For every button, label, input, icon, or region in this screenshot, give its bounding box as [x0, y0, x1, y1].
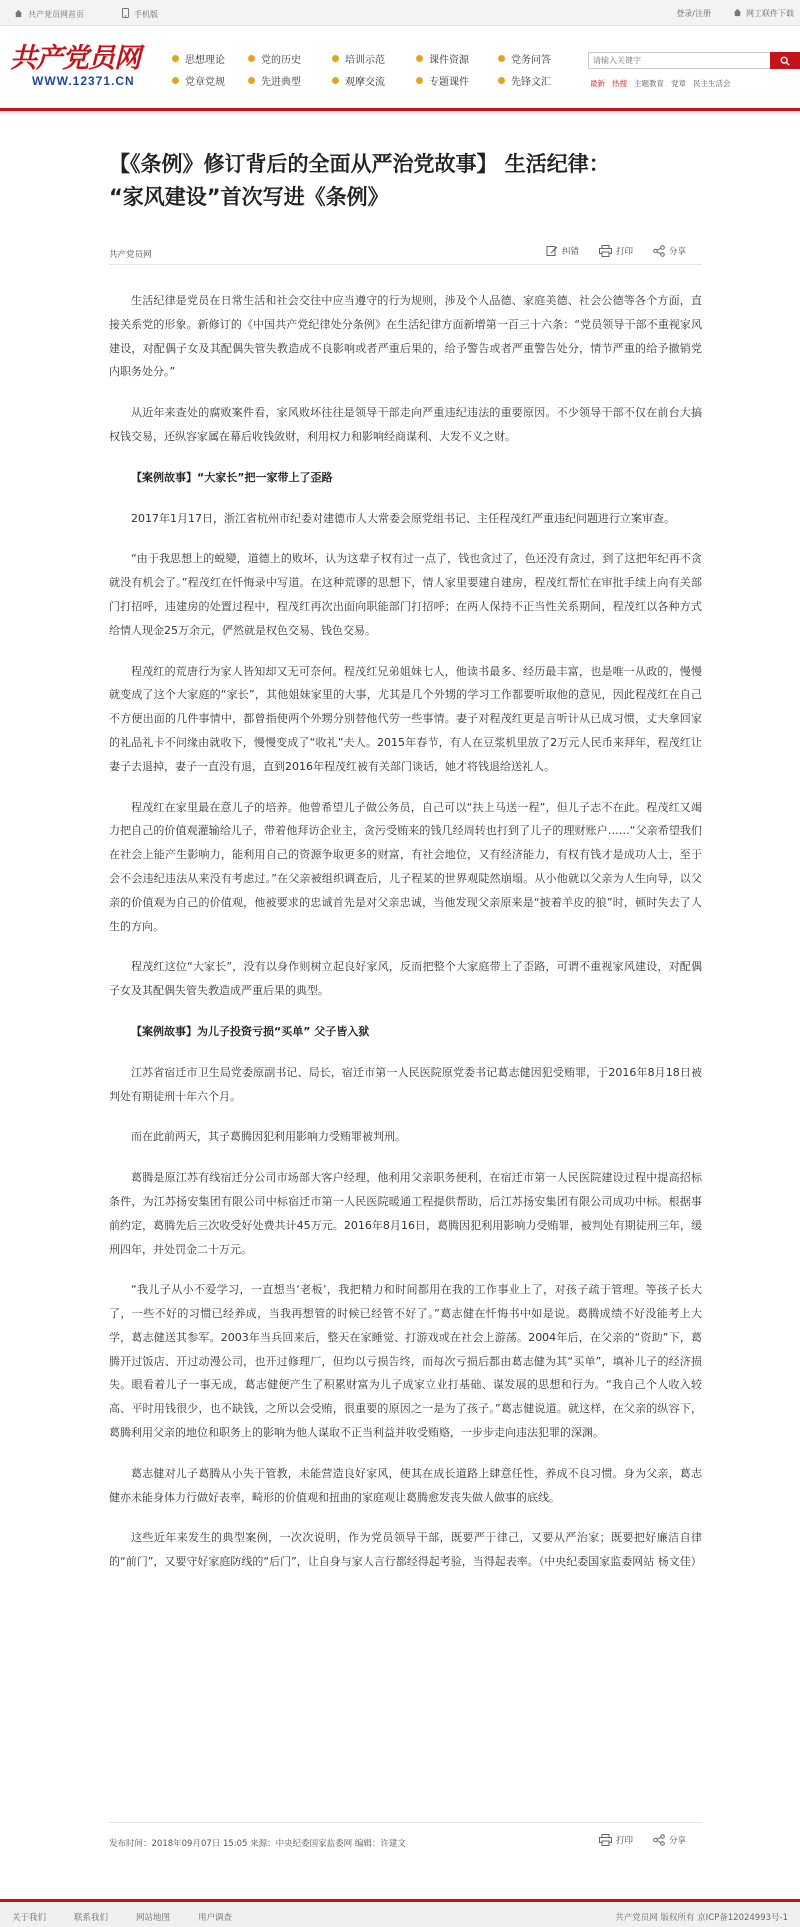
print-button[interactable]: 打印 [599, 1834, 633, 1846]
printer-icon [599, 1834, 612, 1846]
article-paragraph: 葛腾是原江苏有线宿迁分公司市场部大客户经理，他利用父亲职务便利，在宿迁市第一人民医院建设过程中提高招标条件，为江苏扬安集团有限公司中标宿迁市第一人民医院暖通工程提供帮助，后江苏扬安集团有限公司成功中标。根据事前约定，葛腾先后三次收受好处费共计45万元。2016年8月16日，葛腾因犯利用影响力受贿罪，被判处有期徒刑三年，缓刑四年，并处罚金二十万元。 [109, 1171, 702, 1256]
correct-button[interactable]: 纠错 [546, 245, 579, 257]
case-heading: 【案例故事】“大家长”把一家带上了歪路 [131, 470, 333, 484]
article-paragraph: 程茂红这位“大家长”，没有以身作则树立起良好家风，反而把整个大家庭带上了歪路，可谓不重视家风建设，对配偶子女及其配偶失管失教造成严重后果的典型。 [109, 960, 702, 998]
hotword-latest[interactable]: 最新 [590, 79, 605, 88]
nav-dot-icon [498, 55, 505, 62]
article-paragraph: 江苏省宿迁市卫生局党委原副书记、局长，宿迁市第一人民医院原党委书记葛志健因犯受贿罪，于2016年8月18日被判处有期徒刑十年六个月。 [109, 1065, 702, 1103]
search-box [588, 52, 788, 72]
printer-icon [599, 245, 612, 257]
logo-url: WWW.12371.CN [32, 74, 135, 88]
nav-dot-icon [172, 55, 179, 62]
nav-dot-icon [498, 77, 505, 84]
article-paragraph: 葛志健对儿子葛腾从小失于管教，未能营造良好家风，使其在成长道路上肆意任性，养成不良习惯。身为父亲，葛志健亦未能身体力行做好表率，畸形的价值观和扭曲的家庭观让葛腾愈发丧失做人做事的底线。 [109, 1466, 702, 1504]
site-footer [0, 1899, 800, 1927]
nav-item-qa[interactable]: 党务问答 [498, 51, 551, 66]
site-logo[interactable] [10, 44, 150, 94]
case-heading: 【案例故事】为儿子投资亏损“买单” 父子皆入狱 [131, 1024, 370, 1038]
nav-dot-icon [416, 55, 423, 62]
footer-link-contact[interactable]: 联系我们 [74, 1913, 109, 1923]
article-footer-meta [109, 1822, 702, 1856]
article-paragraph: 这些近年来发生的典型案例，一次次说明，作为党员领导干部，既要严于律己，又要从严治家；既要把好廉洁自律的“前门”，又要守好家庭防线的“后门”，让自身与家人言行都经得起考验，当得起表率。（中央纪委国家监委网站 杨文佳） [109, 1531, 702, 1569]
footer-link-survey[interactable]: 用户调查 [198, 1913, 233, 1923]
edit-icon [546, 245, 558, 257]
article-paragraph: 程茂红在家里最在意儿子的培养。他曾希望儿子做公务员，自己可以“扶上马送一程”，但儿子志不在此。程茂红又竭力把自己的价值观灌输给儿子，带着他拜访企业主，贪污受贿来的钱几经周转也打到了儿子的理财账户……“父亲希望我们在社会上能产生影响力，能利用自己的资源争取更多的财富，有社会地位，又有经济能力，有权有钱才是成功人士，至于会不会违纪违法从来没有考虑过。”在父亲被组织调查后，儿子程某的世界观陡然崩塌。从小他就以父亲为人生向导，以父亲的价值观为自己的价值观，他被要求的忠诚首先是对父亲忠诚，当他发现父亲原来是“披着羊皮的狼”时，顿时失去了人生的方向。 [109, 800, 702, 933]
nav-dot-icon [172, 77, 179, 84]
nav-item-courseware[interactable]: 课件资源 [416, 51, 469, 66]
article-title: 【《条例》修订背后的全面从严治党故事】 生活纪律： “家风建设”首次写进《条例》 [109, 152, 610, 209]
article-paragraph: “我儿子从小不爱学习，一直想当‘老板’，我把精力和时间都用在我的工作事业上了，对孩子疏于管理。等孩子长大了，一些不好的习惯已经养成，当我再想管的时候已经管不好了。”葛志健在忏悔书中如是说。葛腾成绩不好没能考上大学，葛志健送其参军。2003年当兵回来后，整天在家睡觉、打游戏或在社会上游荡。2004年后，在父亲的“资助”下，葛腾开过饭店、开过动漫公司，也开过修理厂，但均以亏损告终，而每次亏损后都由葛志健为其“买单”，填补儿子的经济损失。眼看着儿子一事无成，葛志健便产生了积累财富为儿子成家立业打基础、谋发展的思想和行为。“我自己个人收入较高、平时用钱很少，也不缺钱，之所以会受贿，很重要的原因之一是为了孩子。”葛志健说道。就这样，在父亲的纵容下，葛腾利用父亲的地位和职务上的影响为他人谋取不正当利益并收受贿赂，一步步走向违法犯罪的深渊。 [109, 1283, 702, 1440]
footer-copyright: 共产党员网 版权所有 京ICP备12024993号-1 [615, 1913, 788, 1923]
article-source: 共产党员网 [109, 250, 152, 260]
login-link[interactable]: 登录/注册 [676, 9, 711, 18]
nav-dot-icon [332, 55, 339, 62]
article-paragraph: 生活纪律是党员在日常生活和社会交往中应当遵守的行为规则，涉及个人品德、家庭美德、社会公德等各个方面，直接关系党的形象。新修订的《中国共产党纪律处分条例》在生活纪律方面新增第一百三十六条：“党员领导干部不重视家风建设，对配偶子女及其配偶失管失教造成不良影响或者严重后果的，给予警告或者严重警告处分，情节严重的给予撤销党内职务处分。” [109, 294, 702, 379]
share-icon [653, 245, 665, 257]
site-header [0, 26, 800, 108]
share-button[interactable]: 分享 [653, 245, 686, 257]
share-button[interactable]: 分享 [653, 1834, 686, 1846]
hotword-hot[interactable]: 热搜 [612, 79, 627, 88]
main-nav [172, 51, 572, 93]
mail-link[interactable]: 网工联件下载 [746, 9, 794, 18]
mail-icon[interactable] [733, 8, 742, 19]
nav-item-exchange[interactable]: 观摩交流 [332, 73, 385, 88]
article-body [109, 289, 702, 1591]
nav-dot-icon [416, 77, 423, 84]
search-button[interactable] [770, 52, 800, 69]
footer-link-sitemap[interactable]: 网站地图 [136, 1913, 171, 1923]
nav-item-special[interactable]: 专题课件 [416, 73, 469, 88]
nav-item-training[interactable]: 培训示范 [332, 51, 385, 66]
hotword-item[interactable]: 党章 [671, 79, 686, 88]
article-paragraph: 程茂红的荒唐行为家人皆知却又无可奈何。程茂红兄弟姐妹七人，他读书最多、经历最丰富，也是唯一从政的，慢慢就变成了这个大家庭的“家长”，其他姐妹家里的大事，尤其是几个外甥的学习工作都要听取他的意见，因此程茂红在自己不方便出面的几件事情中，都曾指使两个外甥分别替他代劳一些事情。妻子对程茂红更是言听计从已成习惯，丈夫拿回家的礼品礼卡不问缘由就收下，慢慢变成了“收礼”夫人。2015年春节，有人在豆浆机里放了2万元人民币来拜年，程茂红让妻子去退掉，妻子一直没有退，直到2016年程茂红被有关部门谈话，她才将钱退给送礼人。 [109, 664, 702, 773]
nav-item-models[interactable]: 先进典型 [248, 73, 301, 88]
article-paragraph: 2017年1月17日，浙江省杭州市纪委对建德市人大常委会原党组书记、主任程茂红严重违纪问题进行立案审查。 [131, 511, 675, 525]
nav-item-constitution[interactable]: 党章党规 [172, 73, 225, 88]
share-icon [653, 1834, 665, 1846]
logo-text: 共产党员网 [10, 43, 140, 74]
article-meta [109, 242, 702, 262]
home-icon[interactable] [14, 9, 23, 20]
header-shadow [0, 111, 800, 117]
mobile-link[interactable]: 手机版 [134, 9, 158, 19]
nav-dot-icon [248, 55, 255, 62]
mobile-icon[interactable] [122, 8, 129, 20]
article-tools-bottom [579, 1834, 686, 1846]
footer-link-about[interactable]: 关于我们 [12, 1913, 47, 1923]
top-bar [0, 0, 800, 26]
meta-divider [109, 264, 702, 265]
article-paragraph: 而在此前两天，其子葛腾因犯利用影响力受贿罪被判刑。 [131, 1130, 406, 1144]
home-link[interactable]: 共产党员网首页 [28, 9, 84, 19]
nav-item-pioneer[interactable]: 先锋文汇 [498, 73, 551, 88]
article-paragraph: “由于我思想上的蜕變，道德上的败坏，认为这辈子权有过一点了，钱也贪过了，色还没有贪过，到了这把年纪再不贪就没有机会了。”程茂红在忏悔录中写道。在这种荒谬的思想下，情人家里要建自建房，程茂红帮忙在审批手续上向有关部门打招呼，违建房的处置过程中，程茂红再次出面向职能部门打招呼；在两人保持不正当性关系期间，程茂红以各种方式给情人现金25万余元，俨然就是权色交易、钱色交易。 [109, 552, 702, 637]
article-paragraph: 从近年来查处的腐败案件看，家风败坏往往是领导干部走向严重违纪违法的重要原因。不少领导干部不仅在前台大搞权钱交易，还纵容家属在幕后收钱敛财，利用权力和影响经商谋利、大发不义之财。 [109, 406, 702, 443]
hotword-item[interactable]: 主题教育 [634, 79, 664, 88]
nav-dot-icon [248, 77, 255, 84]
nav-item-theory[interactable]: 思想理论 [172, 51, 225, 66]
hotword-item[interactable]: 民主生活会 [693, 79, 731, 88]
search-icon [780, 56, 790, 66]
publish-info: 发布时间：2018年09月07日 15:05 来源：中央纪委国家监委网 编辑：许建文 [109, 1839, 406, 1849]
hot-words [590, 78, 738, 89]
search-input[interactable] [588, 52, 772, 69]
nav-dot-icon [332, 77, 339, 84]
article-tools [526, 245, 686, 257]
nav-item-party-history[interactable]: 党的历史 [248, 51, 301, 66]
print-button[interactable]: 打印 [599, 245, 633, 257]
article [109, 148, 702, 1569]
